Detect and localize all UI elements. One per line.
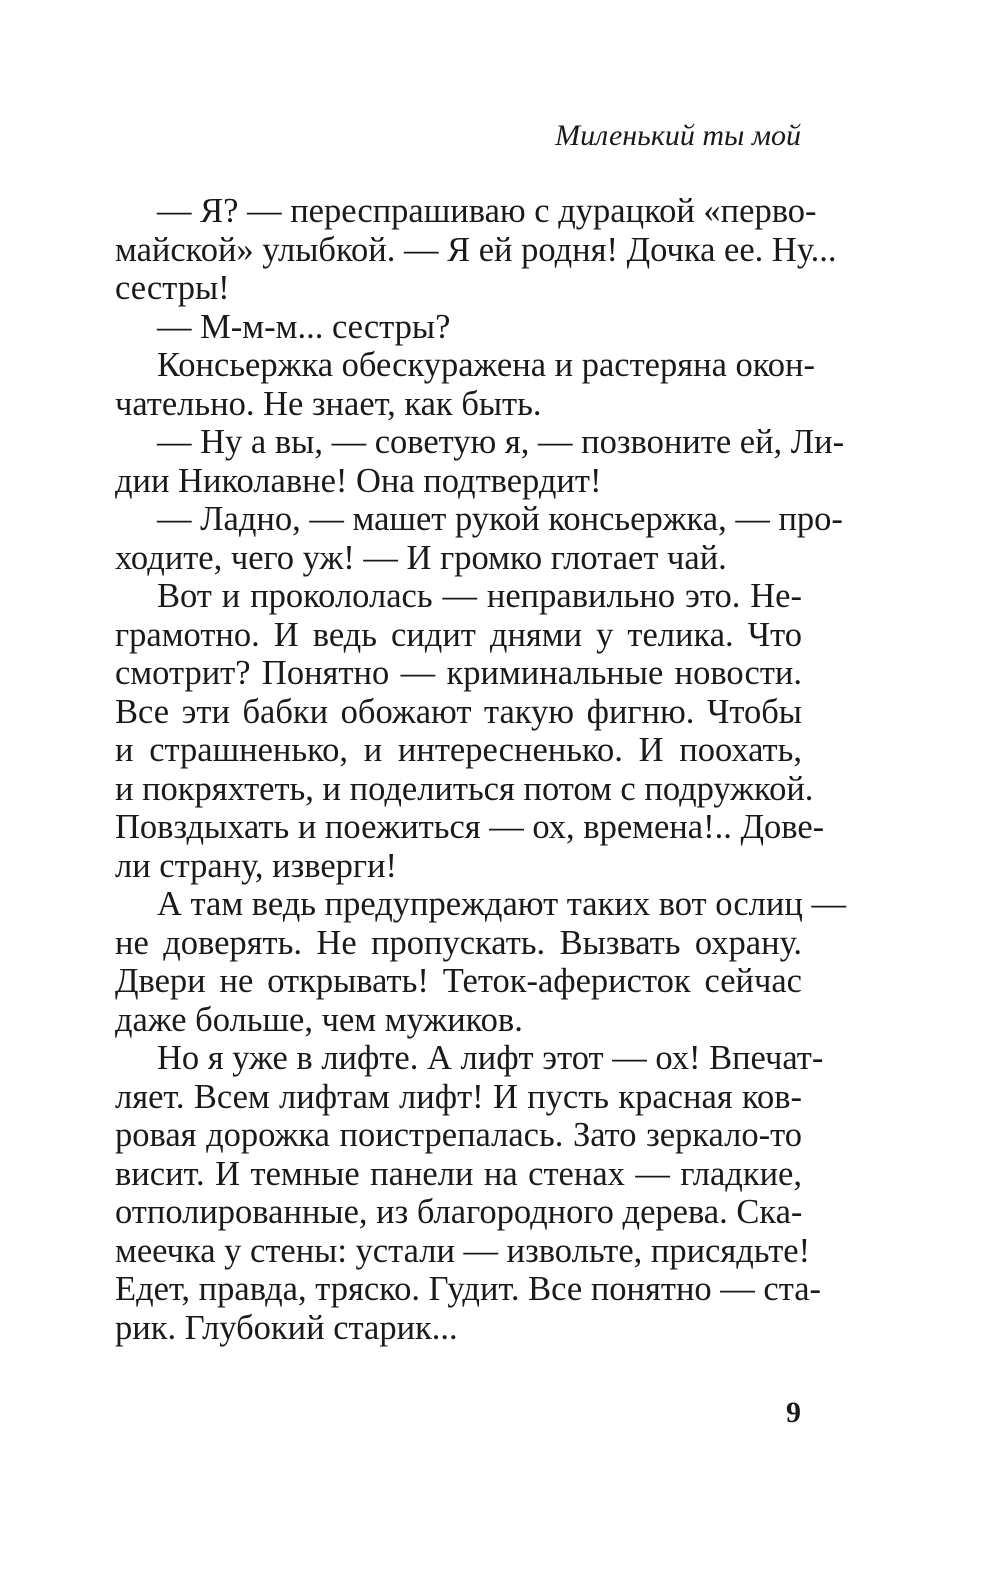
- text-line: рик. Глубокий старик...: [115, 1308, 458, 1347]
- text-line: — Я? — переспрашиваю с дурацкой «перво-: [157, 192, 817, 230]
- text-line: грамотно. И ведь сидит днями у телика. Что: [115, 615, 802, 654]
- text-line: дии Николавне! Она подтвердит!: [115, 461, 602, 500]
- text-line: — М-м-м... сестры?: [157, 307, 451, 346]
- text-line: Двери не открывать! Теток-аферисток сейчас: [115, 962, 802, 1000]
- text-line: сестры!: [115, 269, 230, 307]
- text-line: Все эти бабки обожают такую фигню. Чтобы: [115, 692, 802, 731]
- text-line: — Ладно, — машет рукой консьержка, — про-: [157, 500, 843, 538]
- text-line: Вот и прокололась — неправильно это. Не-: [157, 577, 802, 615]
- text-line: чательно. Не знает, как быть.: [115, 384, 542, 423]
- text-line: даже больше, чем мужиков.: [115, 1000, 523, 1039]
- text-line: майской» улыбкой. — Я ей родня! Дочка ее. Ну...: [115, 230, 837, 269]
- text-line: Повздыхать и поежиться — ох, времена!.. Дове-: [115, 808, 825, 846]
- text-line: меечка у стены: устали — извольте, присядьте!: [115, 1231, 811, 1270]
- text-line: Едет, правда, тряско. Гудит. Все понятно — ста-: [115, 1270, 822, 1308]
- text-line: ровая дорожка поистрепалась. Зато зеркало-то: [115, 1116, 802, 1154]
- text-line: Консьержка обескуражена и растеряна окон-: [157, 346, 815, 384]
- text-line: А там ведь предупреждают таких вот ослиц —: [157, 885, 846, 923]
- text-line: ходите, чего уж! — И громко глотает чай.: [115, 538, 727, 577]
- text-line: смотрит? Понятно — криминальные новости.: [115, 654, 802, 692]
- text-line: и покряхтеть, и поделиться потом с подружкой.: [115, 769, 814, 808]
- text-line: ляет. Всем лифтам лифт! И пусть красная ков-: [115, 1077, 802, 1116]
- running-head: Миленький ты мой: [555, 119, 801, 152]
- body-text: [115, 192, 846, 1347]
- text-line: и страшненько, и интересненько. И поохать,: [115, 731, 802, 769]
- text-line: висит. И темные панели на стенах — гладкие,: [115, 1154, 802, 1193]
- text-line: Но я уже в лифте. А лифт этот — ох! Впечат-: [157, 1039, 824, 1077]
- text-line: ли страну, изверги!: [115, 846, 398, 885]
- text-line: — Ну а вы, — советую я, — позвоните ей, Ли-: [157, 423, 845, 461]
- text-line: отполированные, из благородного дерева. Ска-: [115, 1193, 803, 1231]
- text-line: не доверять. Не пропускать. Вызвать охрану.: [115, 923, 802, 962]
- page-number: 9: [786, 1396, 801, 1429]
